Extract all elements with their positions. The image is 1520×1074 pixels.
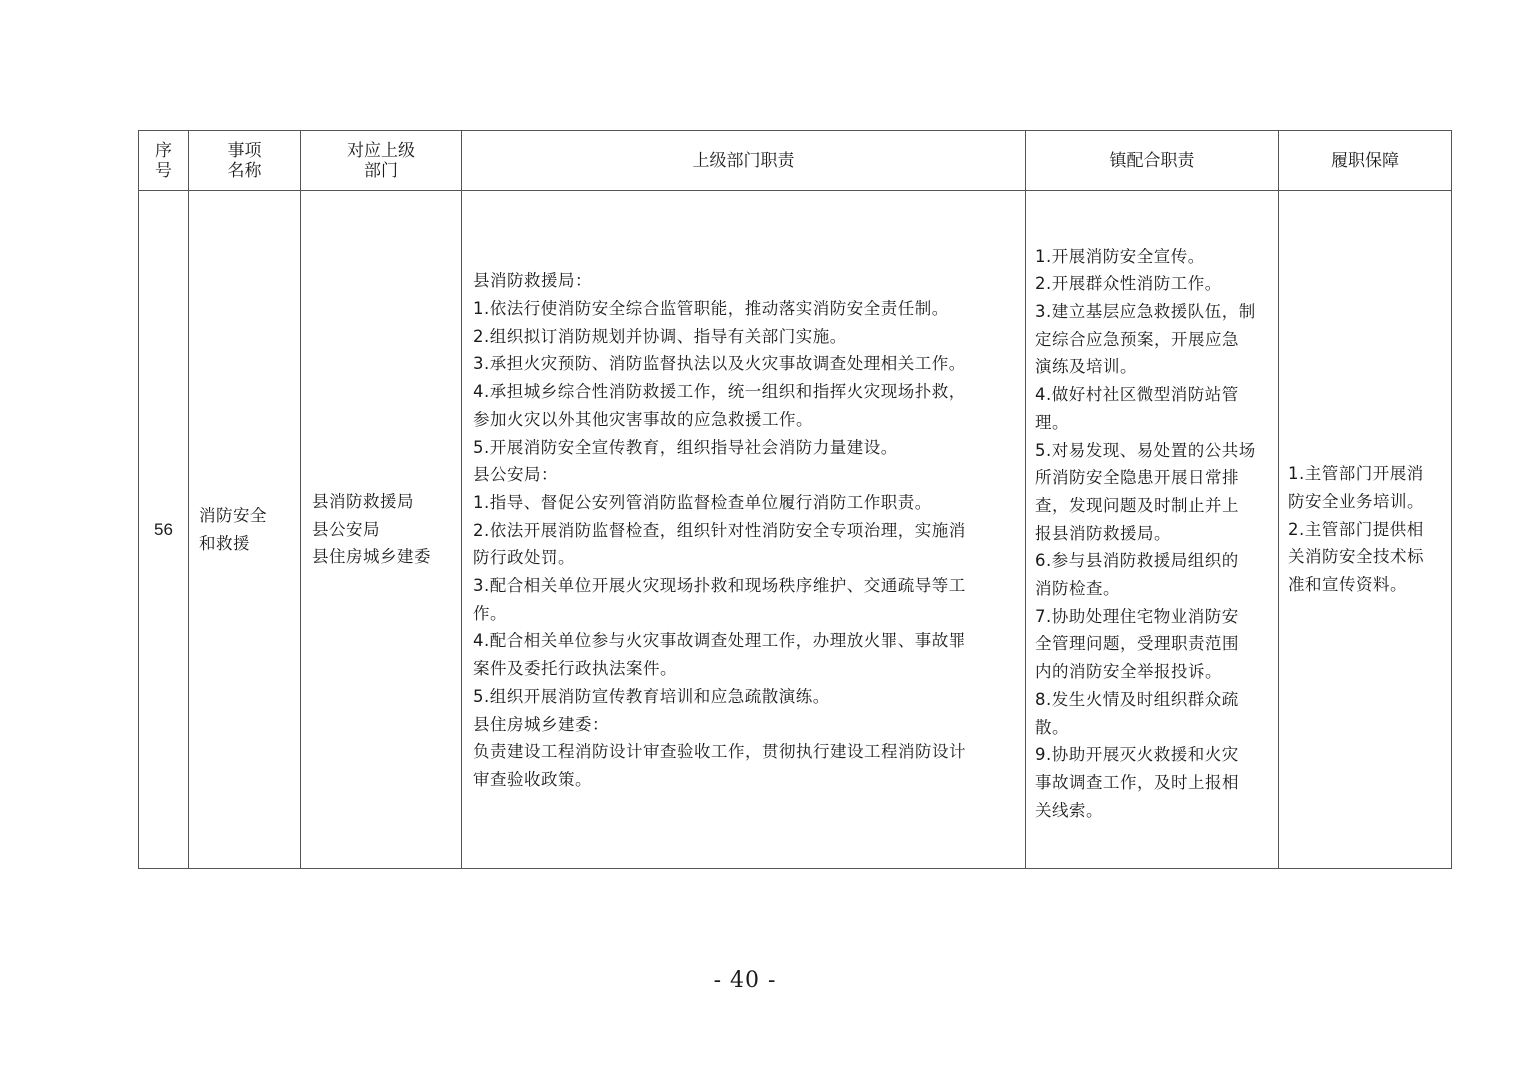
row-town-duties: [1026, 191, 1279, 869]
header-town-duties: 镇配合职责: [1026, 131, 1279, 191]
town-duty-line: 3.建立基层应急救援队伍，制: [1035, 302, 1256, 322]
town-duty-line: 9.协助开展灭火救援和火灾: [1035, 745, 1239, 765]
table-header-row: [139, 131, 1452, 191]
town-duty-line: 6.参与县消防救援局组织的: [1035, 551, 1239, 571]
upper-duty-line: 4.配合相关单位参与火灾事故调查处理工作，办理放火罪、事故罪: [473, 631, 966, 651]
upper-duty-line: 防行政处罚。: [473, 548, 575, 568]
upper-duty-line: 3.配合相关单位开展火灾现场扑救和现场秩序维护、交通疏导等工: [473, 576, 966, 596]
department-line: 县住房城乡建委: [312, 547, 431, 567]
upper-duty-line: 审查验收政策。: [473, 769, 592, 789]
town-duty-line: 消防检查。: [1035, 579, 1120, 599]
upper-duty-line: 5.开展消防安全宣传教育，组织指导社会消防力量建设。: [473, 437, 898, 457]
upper-duty-line: 2.依法开展消防监督检查，组织针对性消防安全专项治理，实施消: [473, 520, 966, 540]
header-upper-department: 对应上级 部门: [301, 131, 462, 191]
header-item-name: 事项 名称: [189, 131, 301, 191]
upper-duty-line: 1.依法行使消防安全综合监管职能，推动落实消防安全责任制。: [473, 299, 949, 319]
row-item-name: [189, 191, 301, 869]
upper-duty-line: 负责建设工程消防设计审查验收工作，贯彻执行建设工程消防设计: [473, 742, 966, 762]
town-duty-line: 8.发生火情及时组织群众疏: [1035, 689, 1239, 709]
town-duty-line: 4.做好村社区微型消防站管: [1035, 385, 1239, 405]
item-name-line: 和救援: [199, 533, 250, 553]
guarantee-line: 防安全业务培训。: [1288, 491, 1424, 511]
town-duty-line: 全管理问题，受理职责范围: [1035, 634, 1239, 654]
town-duty-line: 散。: [1035, 717, 1069, 737]
upper-duty-line: 县公安局：: [473, 465, 558, 485]
town-duty-line: 5.对易发现、易处置的公共场: [1035, 440, 1256, 460]
upper-duty-line: 案件及委托行政执法案件。: [473, 659, 677, 679]
item-name-line: 消防安全: [199, 505, 267, 525]
duty-table: [138, 130, 1452, 869]
town-duty-line: 1.开展消防安全宣传。: [1035, 246, 1205, 266]
header-upper-duties: 上级部门职责: [462, 131, 1026, 191]
town-duty-line: 演练及培训。: [1035, 357, 1137, 377]
town-duty-line: 查，发现问题及时制止并上: [1035, 495, 1239, 515]
row-guarantee: [1279, 191, 1452, 869]
guarantee-line: 2.主管部门提供相: [1288, 519, 1424, 539]
upper-duty-line: 县消防救援局：: [473, 271, 592, 291]
guarantee-line: 关消防安全技术标: [1288, 547, 1424, 567]
row-upper-department: [301, 191, 462, 869]
row-seq: 56: [139, 191, 189, 869]
page-number: - 40 -: [713, 968, 777, 993]
department-line: 县公安局: [312, 519, 380, 539]
town-duty-line: 关线索。: [1035, 800, 1103, 820]
town-duty-line: 所消防安全隐患开展日常排: [1035, 468, 1239, 488]
header-seq: 序 号: [139, 131, 189, 191]
row-upper-duties: [462, 191, 1026, 869]
table-row: [139, 191, 1452, 869]
town-duty-line: 事故调查工作，及时上报相: [1035, 772, 1239, 792]
town-duty-line: 理。: [1035, 412, 1069, 432]
town-duty-line: 定综合应急预案，开展应急: [1035, 329, 1239, 349]
upper-duty-line: 5.组织开展消防宣传教育培训和应急疏散演练。: [473, 686, 830, 706]
header-guarantee: 履职保障: [1279, 131, 1452, 191]
town-duty-line: 2.开展群众性消防工作。: [1035, 274, 1222, 294]
upper-duty-line: 作。: [473, 603, 507, 623]
upper-duty-line: 4.承担城乡综合性消防救援工作，统一组织和指挥火灾现场扑救，: [473, 382, 966, 402]
town-duty-line: 内的消防安全举报投诉。: [1035, 662, 1222, 682]
guarantee-line: 1.主管部门开展消: [1288, 464, 1424, 484]
upper-duty-line: 1.指导、督促公安列管消防监督检查单位履行消防工作职责。: [473, 492, 932, 512]
guarantee-line: 准和宣传资料。: [1288, 575, 1407, 595]
town-duty-line: 7.协助处理住宅物业消防安: [1035, 606, 1239, 626]
town-duty-line: 报县消防救援局。: [1035, 523, 1171, 543]
upper-duty-line: 参加火灾以外其他灾害事故的应急救援工作。: [473, 409, 813, 429]
upper-duty-line: 3.承担火灾预防、消防监督执法以及火灾事故调查处理相关工作。: [473, 354, 966, 374]
upper-duty-line: 县住房城乡建委：: [473, 714, 609, 734]
department-line: 县消防救援局: [312, 491, 414, 511]
upper-duty-line: 2.组织拟订消防规划并协调、指导有关部门实施。: [473, 326, 847, 346]
